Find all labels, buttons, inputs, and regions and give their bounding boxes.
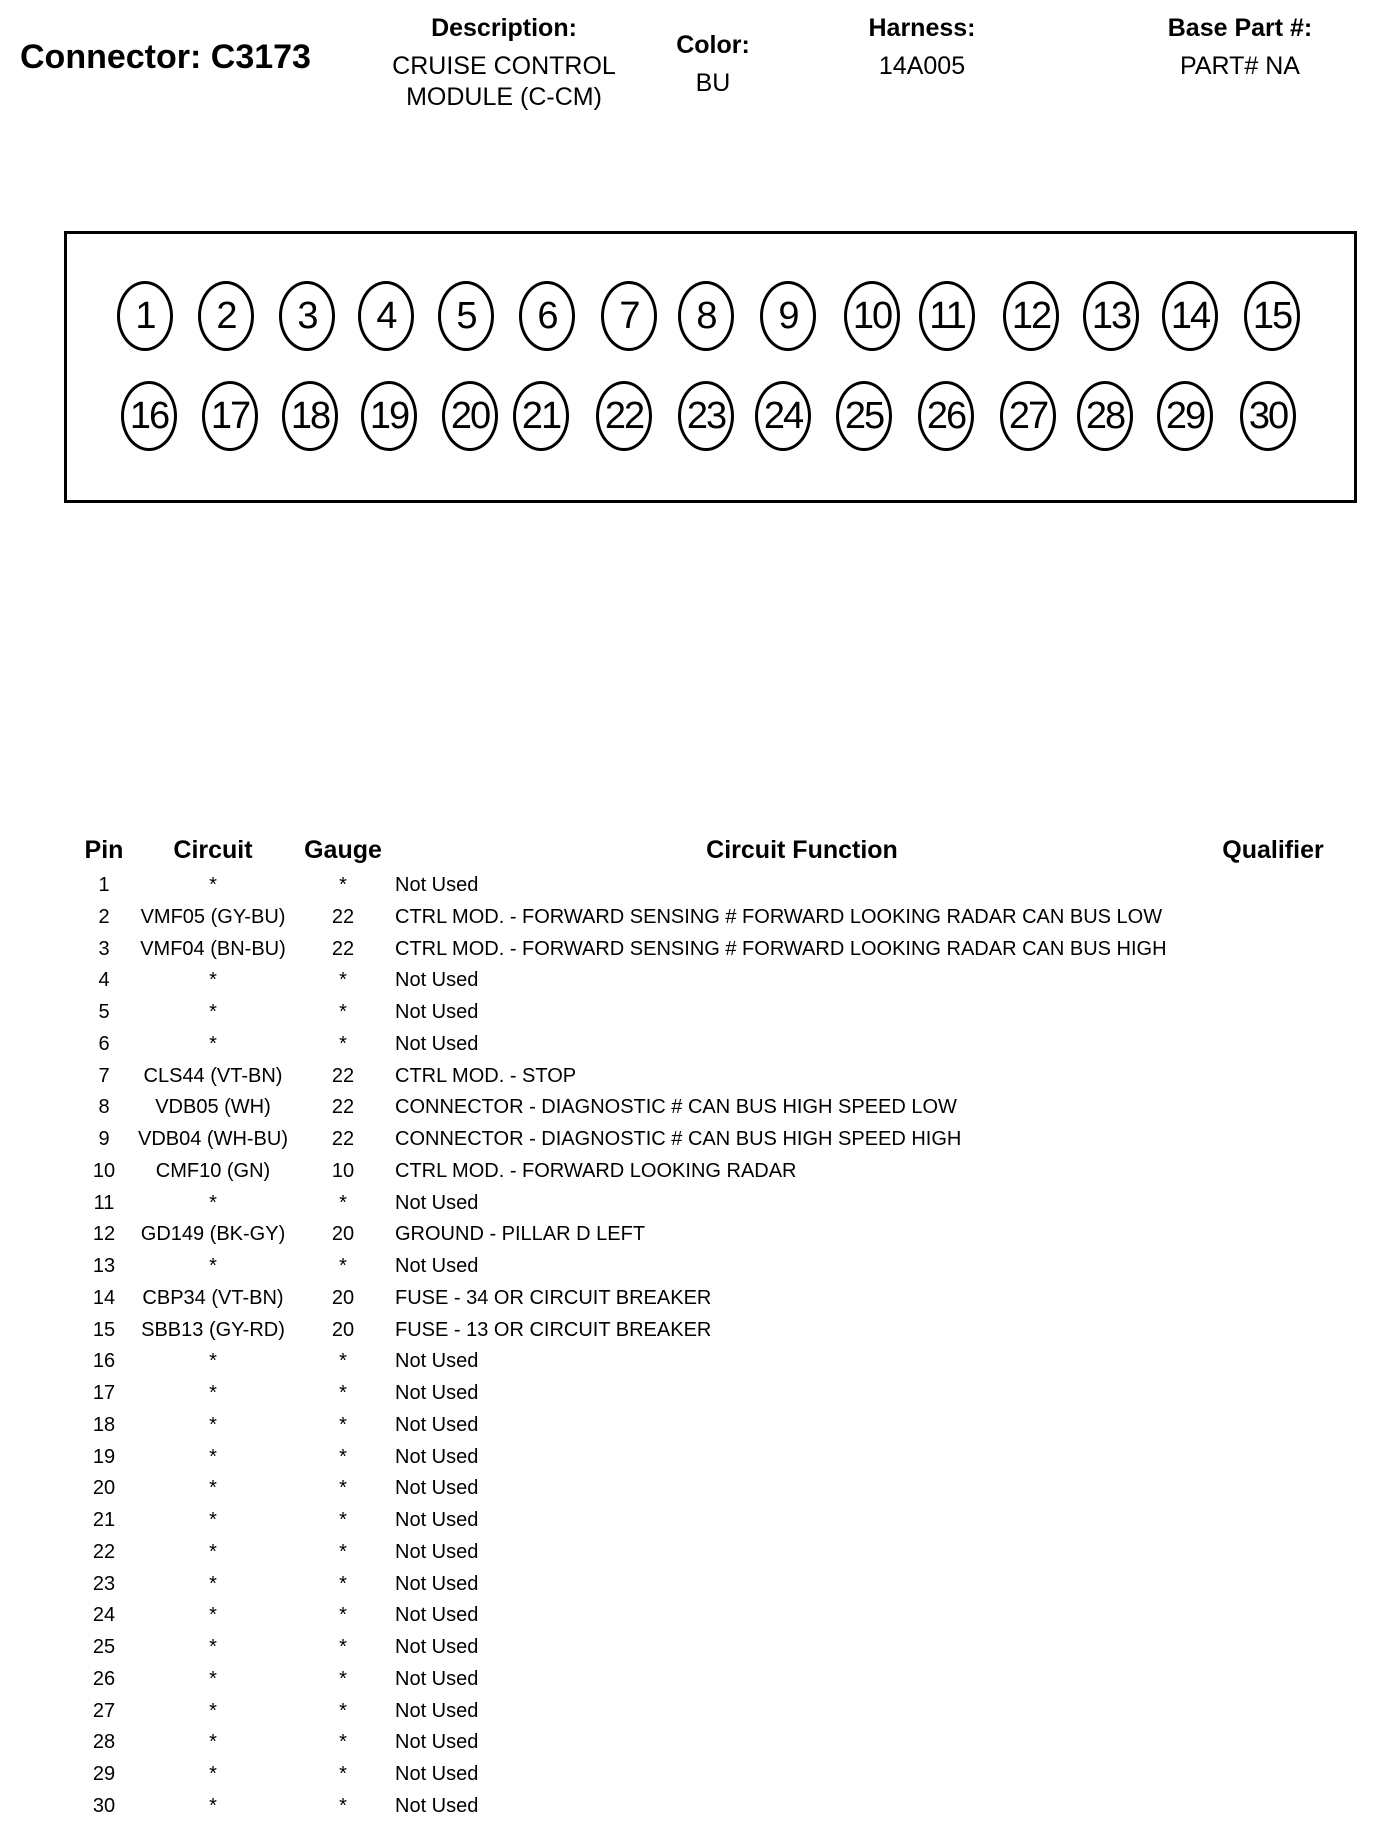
cell-circuit: *: [209, 1255, 217, 1277]
cell-function: CONNECTOR - DIAGNOSTIC # CAN BUS HIGH SPEED HIGH: [395, 1128, 962, 1150]
cell-gauge: 10: [331, 1159, 355, 1182]
pin-cavity-5: 5: [438, 281, 494, 351]
cell-circuit: CMF10 (GN): [155, 1159, 271, 1182]
table-row: [0, 1192, 1392, 1222]
table-row: [0, 1350, 1392, 1380]
pin-cavity-23: 23: [678, 381, 734, 451]
cell-pin: 27: [92, 1699, 116, 1722]
cell-function: Not Used: [395, 1604, 479, 1627]
cell-circuit: *: [209, 1001, 217, 1023]
cell-pin: 16: [92, 1350, 116, 1373]
cell-pin: 5: [98, 1001, 110, 1023]
cell-function: Not Used: [395, 1191, 479, 1214]
cell-gauge: 20: [331, 1286, 355, 1309]
cell-circuit: *: [209, 1667, 217, 1690]
cell-circuit: CLS44 (VT-BN): [143, 1064, 283, 1087]
cell-function: Not Used: [395, 1032, 479, 1055]
cell-pin: 2: [98, 905, 110, 928]
cell-pin: 6: [98, 1032, 110, 1055]
cell-function: Not Used: [395, 1731, 479, 1754]
pin-cavity-19: 19: [361, 381, 417, 451]
table-row: [0, 874, 1392, 904]
table-row: [0, 938, 1392, 968]
cell-gauge: *: [339, 1540, 347, 1563]
cell-circuit: *: [209, 1699, 217, 1722]
table-row: [0, 969, 1392, 999]
cell-pin: 30: [92, 1794, 116, 1817]
cell-circuit: *: [209, 969, 217, 992]
cell-pin: 26: [92, 1667, 116, 1690]
description-label: Description:: [431, 14, 577, 42]
pin-cavity-11: 11: [919, 281, 975, 351]
cell-pin: 9: [98, 1128, 110, 1150]
table-row: [0, 1033, 1392, 1063]
cell-circuit: VMF05 (GY-BU): [140, 905, 286, 928]
cell-function: CTRL MOD. - STOP: [395, 1064, 577, 1087]
cell-gauge: *: [339, 1794, 347, 1817]
table-row: [0, 1160, 1392, 1190]
description-value: [392, 51, 616, 113]
cell-pin: 14: [92, 1286, 116, 1309]
cell-pin: 28: [92, 1731, 116, 1754]
harness-label: Harness:: [868, 14, 976, 42]
cell-pin: 8: [98, 1096, 110, 1119]
cell-function: CTRL MOD. - FORWARD SENSING # FORWARD LOOKING RADAR CAN BUS LOW: [395, 905, 1163, 928]
cell-function: Not Used: [395, 1636, 479, 1658]
description-line-1: CRUISE CONTROL: [392, 52, 616, 80]
cell-pin: 21: [92, 1509, 116, 1531]
table-row: [0, 1541, 1392, 1571]
cell-function: Not Used: [395, 1509, 479, 1531]
table-row: [0, 1509, 1392, 1539]
cell-gauge: *: [339, 1477, 347, 1500]
pin-cavity-10: 10: [844, 281, 900, 351]
cell-gauge: 22: [331, 1064, 355, 1087]
cell-gauge: *: [339, 969, 347, 992]
cell-gauge: *: [339, 1636, 347, 1658]
col-header-qualifier: Qualifier: [1222, 836, 1324, 864]
table-row: [0, 1700, 1392, 1730]
cell-circuit: *: [209, 874, 217, 896]
table-row: [0, 1128, 1392, 1158]
color-label: Color:: [676, 31, 750, 59]
description-line-2: MODULE (C-CM): [406, 83, 602, 111]
cell-circuit: *: [209, 1763, 217, 1785]
cell-function: Not Used: [395, 874, 479, 896]
pin-cavity-26: 26: [918, 381, 974, 451]
cell-gauge: *: [339, 1572, 347, 1595]
pin-cavity-2: 2: [198, 281, 254, 351]
pin-cavity-28: 28: [1077, 381, 1133, 451]
cell-function: Not Used: [395, 1445, 479, 1468]
cell-gauge: 22: [331, 1128, 355, 1150]
cell-gauge: *: [339, 1604, 347, 1627]
cell-circuit: VMF04 (BN-BU): [140, 937, 286, 960]
cell-function: Not Used: [395, 1413, 479, 1436]
cell-function: GROUND - PILLAR D LEFT: [395, 1223, 646, 1246]
cell-function: Not Used: [395, 1255, 479, 1277]
pin-cavity-22: 22: [596, 381, 652, 451]
cell-function: Not Used: [395, 1350, 479, 1373]
cell-gauge: *: [339, 1350, 347, 1373]
table-row: [0, 1477, 1392, 1507]
pin-cavity-17: 17: [202, 381, 258, 451]
pin-cavity-1: 1: [117, 281, 173, 351]
cell-pin: 10: [92, 1159, 116, 1182]
pin-cavity-21: 21: [513, 381, 569, 451]
color-value: BU: [695, 69, 731, 97]
cell-function: FUSE - 13 OR CIRCUIT BREAKER: [395, 1318, 712, 1341]
base-part-label: Base Part #:: [1167, 14, 1313, 42]
col-header-pin: Pin: [84, 836, 124, 864]
pin-cavity-6: 6: [519, 281, 575, 351]
cell-function: Not Used: [395, 1667, 479, 1690]
cell-function: CTRL MOD. - FORWARD LOOKING RADAR: [395, 1159, 797, 1182]
cell-pin: 19: [92, 1445, 116, 1468]
cell-gauge: 20: [331, 1223, 355, 1246]
pin-cavity-29: 29: [1157, 381, 1213, 451]
pin-cavity-20: 20: [442, 381, 498, 451]
cell-gauge: *: [339, 1382, 347, 1404]
cell-circuit: *: [209, 1032, 217, 1055]
cell-pin: 12: [92, 1223, 116, 1246]
pin-cavity-30: 30: [1240, 381, 1296, 451]
harness-value: 14A005: [878, 52, 966, 80]
pin-cavity-4: 4: [358, 281, 414, 351]
pin-cavity-25: 25: [836, 381, 892, 451]
cell-gauge: *: [339, 1001, 347, 1023]
cell-pin: 1: [98, 874, 110, 896]
cell-circuit: SBB13 (GY-RD): [141, 1318, 285, 1341]
table-row: [0, 1001, 1392, 1031]
base-part-value: PART# NA: [1180, 52, 1300, 80]
table-row: [0, 1573, 1392, 1603]
pin-cavity-16: 16: [121, 381, 177, 451]
col-header-function: Circuit Function: [706, 836, 898, 864]
cell-gauge: 22: [331, 1096, 355, 1119]
col-header-circuit: Circuit: [173, 836, 253, 864]
connector-face: [64, 231, 1357, 503]
cell-circuit: *: [209, 1191, 217, 1214]
pin-cavity-27: 27: [1000, 381, 1056, 451]
cell-pin: 23: [92, 1572, 116, 1595]
cell-gauge: *: [339, 1255, 347, 1277]
cell-pin: 17: [92, 1382, 116, 1404]
cell-gauge: *: [339, 1191, 347, 1214]
cell-circuit: *: [209, 1604, 217, 1627]
cell-circuit: CBP34 (VT-BN): [142, 1286, 284, 1309]
cell-pin: 11: [93, 1191, 115, 1214]
connector-title: Connector: C3173: [20, 38, 311, 76]
pin-cavity-18: 18: [282, 381, 338, 451]
cell-circuit: *: [209, 1509, 217, 1531]
table-row: [0, 1731, 1392, 1761]
pin-cavity-3: 3: [279, 281, 335, 351]
table-row: [0, 1636, 1392, 1666]
table-row: [0, 1382, 1392, 1412]
cell-pin: 24: [92, 1604, 116, 1627]
cell-function: Not Used: [395, 1477, 479, 1500]
cell-circuit: *: [209, 1445, 217, 1468]
table-row: [0, 906, 1392, 936]
table-row: [0, 1223, 1392, 1253]
table-row: [0, 1763, 1392, 1793]
cell-gauge: *: [339, 1699, 347, 1722]
cell-circuit: *: [209, 1413, 217, 1436]
cell-function: Not Used: [395, 1382, 479, 1404]
pin-cavity-9: 9: [760, 281, 816, 351]
table-row: [0, 1096, 1392, 1126]
cell-function: Not Used: [395, 1794, 479, 1817]
cell-pin: 29: [92, 1763, 116, 1785]
cell-function: Not Used: [395, 1001, 479, 1023]
cell-function: CTRL MOD. - FORWARD SENSING # FORWARD LOOKING RADAR CAN BUS HIGH: [395, 937, 1167, 960]
table-row: [0, 1255, 1392, 1285]
cell-function: CONNECTOR - DIAGNOSTIC # CAN BUS HIGH SPEED LOW: [395, 1096, 957, 1119]
cell-pin: 7: [98, 1064, 110, 1087]
cell-circuit: *: [209, 1572, 217, 1595]
cell-function: Not Used: [395, 969, 479, 992]
cell-function: Not Used: [395, 1763, 479, 1785]
cell-gauge: *: [339, 1445, 347, 1468]
pin-cavity-7: 7: [601, 281, 657, 351]
table-row: [0, 1668, 1392, 1698]
cell-pin: 18: [92, 1413, 116, 1436]
cell-circuit: *: [209, 1540, 217, 1563]
cell-circuit: VDB04 (WH-BU): [137, 1128, 289, 1150]
cell-gauge: 22: [331, 905, 355, 928]
cell-pin: 25: [92, 1636, 116, 1658]
cell-circuit: *: [209, 1382, 217, 1404]
cell-circuit: GD149 (BK-GY): [140, 1223, 286, 1246]
col-header-gauge: Gauge: [304, 836, 382, 864]
pin-cavity-15: 15: [1244, 281, 1300, 351]
pin-cavity-14: 14: [1162, 281, 1218, 351]
cell-function: Not Used: [395, 1540, 479, 1563]
cell-function: Not Used: [395, 1572, 479, 1595]
pin-cavity-24: 24: [755, 381, 811, 451]
cell-circuit: VDB05 (WH): [155, 1096, 271, 1119]
pin-cavity-13: 13: [1083, 281, 1139, 351]
cell-gauge: *: [339, 1763, 347, 1785]
cell-function: FUSE - 34 OR CIRCUIT BREAKER: [395, 1286, 712, 1309]
table-row: [0, 1446, 1392, 1476]
table-row: [0, 1604, 1392, 1634]
cell-pin: 13: [92, 1255, 116, 1277]
table-row: [0, 1287, 1392, 1317]
cell-gauge: *: [339, 1413, 347, 1436]
cell-circuit: *: [209, 1794, 217, 1817]
cell-function: Not Used: [395, 1699, 479, 1722]
cell-pin: 3: [98, 937, 110, 960]
cell-circuit: *: [209, 1731, 217, 1754]
cell-gauge: *: [339, 1509, 347, 1531]
cell-pin: 4: [98, 969, 110, 992]
table-row: [0, 1414, 1392, 1444]
cell-gauge: *: [339, 874, 347, 896]
pin-cavity-8: 8: [678, 281, 734, 351]
cell-circuit: *: [209, 1477, 217, 1500]
pin-cavity-12: 12: [1003, 281, 1059, 351]
cell-pin: 22: [92, 1540, 116, 1563]
cell-gauge: *: [339, 1731, 347, 1754]
table-row: [0, 1795, 1392, 1825]
cell-circuit: *: [209, 1636, 217, 1658]
cell-gauge: 22: [331, 937, 355, 960]
cell-pin: 20: [92, 1477, 116, 1500]
table-row: [0, 1319, 1392, 1349]
cell-gauge: 20: [331, 1318, 355, 1341]
cell-pin: 15: [92, 1318, 116, 1341]
cell-gauge: *: [339, 1032, 347, 1055]
cell-gauge: *: [339, 1667, 347, 1690]
cell-circuit: *: [209, 1350, 217, 1373]
table-row: [0, 1065, 1392, 1095]
